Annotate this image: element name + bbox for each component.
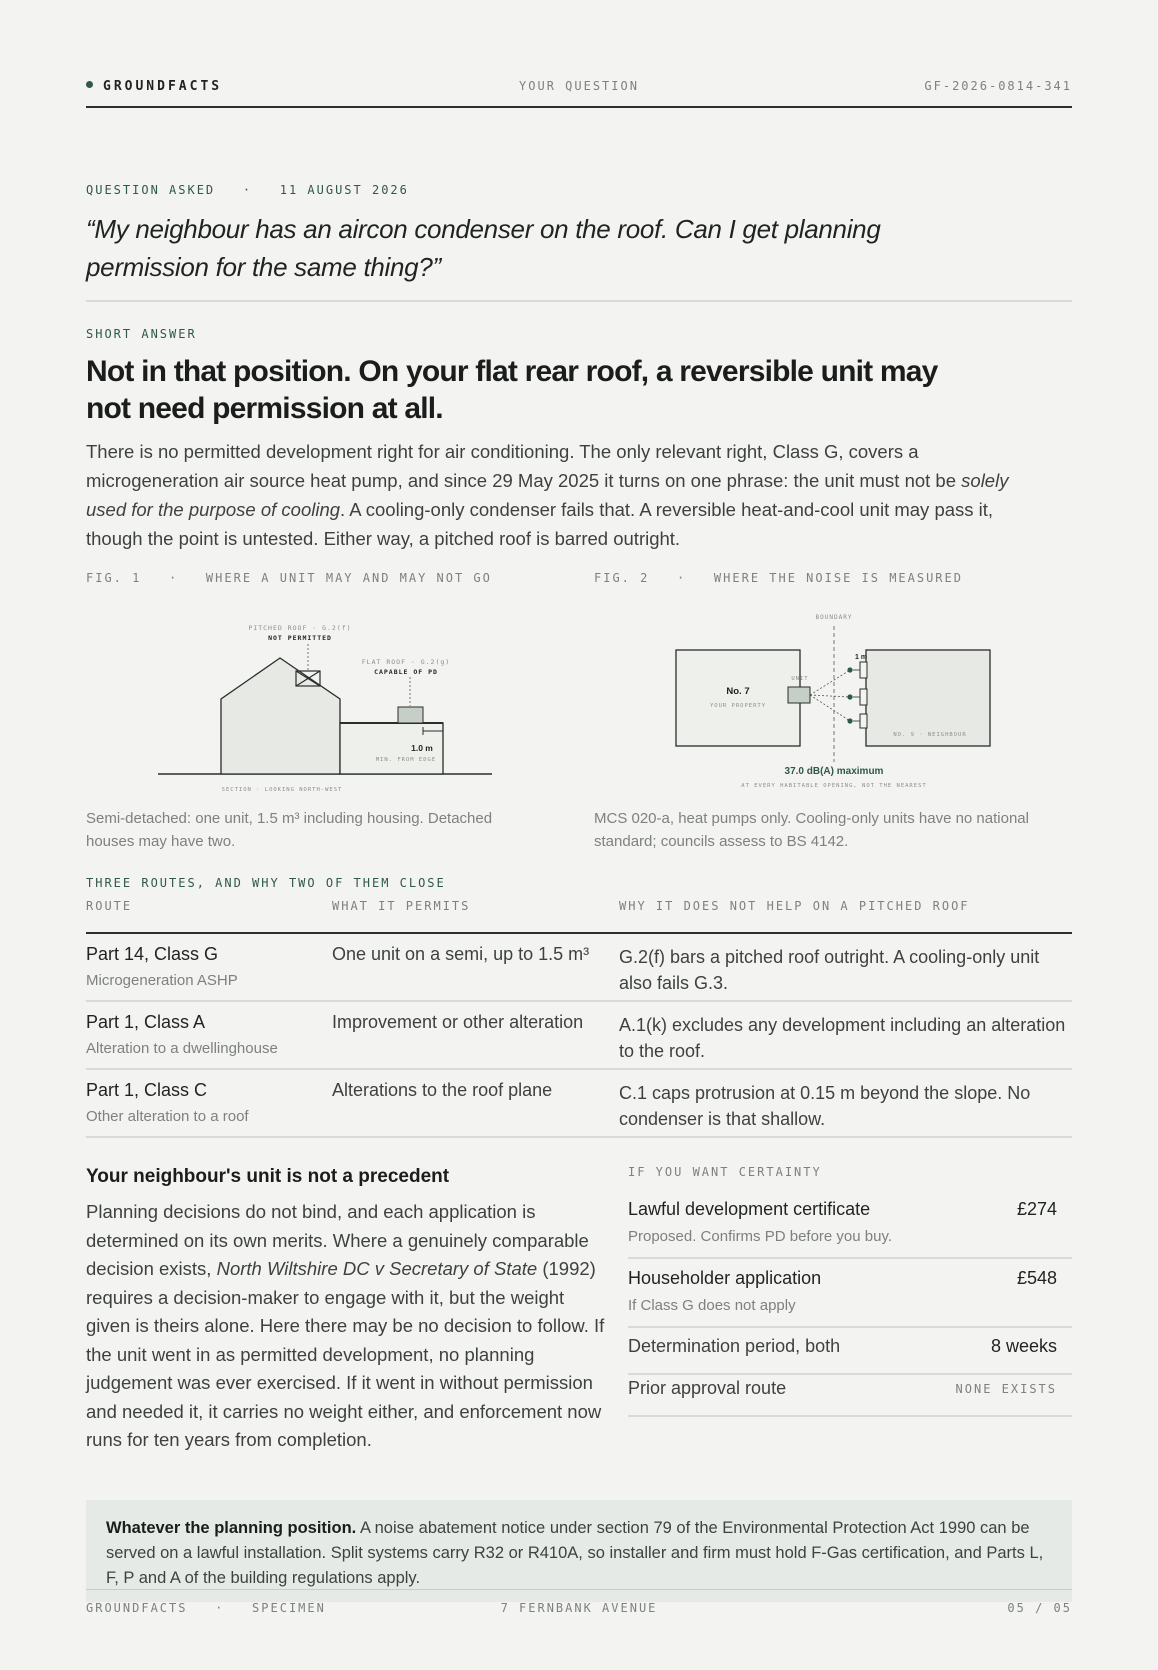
permitted-unit-icon <box>398 707 423 723</box>
house-no9-label: NO. 9 · NEIGHBOUR <box>893 732 967 738</box>
certainty-title: Lawful development certificate <box>628 1199 871 1219</box>
page-footer <box>86 1589 1072 1613</box>
route-sub: Alteration to a dwellinghouse <box>86 1040 278 1057</box>
table-row <box>86 934 1072 1002</box>
route-name: Part 14, Class G <box>86 944 219 964</box>
fig1-label: FIG. 1 · WHERE A UNIT MAY AND MAY NOT GO <box>86 571 492 585</box>
boundary-label: BOUNDARY <box>815 614 853 621</box>
fig2-label: FIG. 2 · WHERE THE NOISE IS MEASURED <box>594 571 963 585</box>
answer-body-part: . A cooling-only condenser fails that. A reversible heat-and-cool unit may pass it, though the point is untested. Either way, a pitched roof is barred outright. <box>86 499 994 549</box>
certainty-title: Determination period, both <box>628 1336 841 1356</box>
certainty-title: Prior approval route <box>628 1378 787 1398</box>
house-no7 <box>676 650 800 746</box>
certainty-sub: Proposed. Confirms PD before you buy. <box>628 1228 893 1245</box>
certainty-sub: If Class G does not apply <box>628 1297 796 1314</box>
flat-roof-tag: FLAT ROOF · G.2(g) <box>361 658 451 666</box>
precedent-heading: Your neighbour's unit is not a precedent <box>86 1166 450 1187</box>
certainty-kicker: IF YOU WANT CERTAINTY <box>628 1165 822 1179</box>
note-lead: Whatever the planning position. <box>106 1519 357 1537</box>
regulatory-note <box>86 1500 1072 1602</box>
noise-limit-note: AT EVERY HABITABLE OPENING, NOT THE NEAREST <box>741 783 927 789</box>
unit-label: UNIT <box>791 676 809 682</box>
routes-kicker: THREE ROUTES, AND WHY TWO OF THEM CLOSE <box>86 876 446 890</box>
route-permits: Alterations to the roof plane <box>332 1080 553 1100</box>
precedent-body-part: Planning decisions do not bind, and each application is determined on its own merits. Where a genuinely comparable decision exists, <box>86 1201 589 1279</box>
measurement-point-icon <box>847 667 852 723</box>
table-row <box>86 1002 1072 1070</box>
certainty-title: Householder application <box>628 1268 822 1288</box>
pitched-house <box>221 658 340 774</box>
answer-body-part: There is no permitted development right for air conditioning. The only relevant right, Class G, covers a microgeneration air source heat pump, and since 29 May 2025 it turns on one phrase: the unit must not be <box>86 441 962 491</box>
certainty-item <box>628 1378 1072 1417</box>
certainty-item <box>628 1199 1072 1259</box>
certainty-item <box>628 1268 1072 1328</box>
house-no7-label: No. 7 <box>726 686 750 697</box>
page-number: 05 / 05 <box>1007 1601 1072 1615</box>
route-name: Part 1, Class C <box>86 1080 208 1100</box>
route-sub: Microgeneration ASHP <box>86 972 238 989</box>
certainty-item <box>628 1336 1072 1375</box>
footer-address: 7 FERNBANK AVENUE <box>500 1601 658 1615</box>
certainty-value: £548 <box>1016 1268 1057 1288</box>
fig1-section-diagram <box>150 612 500 798</box>
footer-left: GROUNDFACTS · SPECIMEN <box>86 1601 326 1615</box>
answer-headline: Not in that position. On your flat rear roof, a reversible unit may not need permission at all. <box>86 355 938 425</box>
table-row <box>86 1070 1072 1138</box>
noise-paths <box>810 670 850 721</box>
unit-icon <box>788 687 810 703</box>
flat-roof-status: CAPABLE OF PD <box>374 668 438 676</box>
section-note: SECTION · LOOKING NORTH-WEST <box>221 787 343 793</box>
column-header: ROUTE <box>86 899 133 913</box>
route-sub: Other alteration to a roof <box>86 1108 249 1125</box>
precedent-body-part: (1992) requires a decision-maker to engage with it, but the weight given is theirs alone. Here there may be no decision to follow. If the unit went in as permitted development, no planning judgement was ever exercised. If it went in without permission and needed it, it carries no weight either, and enforcement now runs for ten years from completion. <box>86 1258 605 1450</box>
case-citation: North Wiltshire DC v Secretary of State <box>216 1258 538 1279</box>
pitched-roof-status: NOT PERMITTED <box>268 634 332 642</box>
note-body: A noise abatement notice under section 79 of the Environmental Protection Act 1990 can be served on a lawful installation. Split systems carry R32 or R410A, so installer and firm must hold F-Gas certification, and Parts L, F, P and A of the building regulations apply. <box>106 1519 1044 1587</box>
house-no7-sub: YOUR PROPERTY <box>709 703 767 709</box>
answer-body <box>86 437 1016 553</box>
brand-name: GROUNDFACTS <box>103 79 223 94</box>
route-permits: One unit on a semi, up to 1.5 m³ <box>332 944 590 964</box>
fig2-caption: MCS 020-a, heat pumps only. Cooling-only units have no national standard; councils assess to BS 4142. <box>594 810 1029 850</box>
column-header: WHAT IT PERMITS <box>332 899 471 913</box>
fig1-caption: Semi-detached: one unit, 1.5 m³ including housing. Detached houses may have two. <box>86 810 493 850</box>
certainty-value: NONE EXISTS <box>955 1382 1057 1396</box>
question-kicker: QUESTION ASKED · 11 AUGUST 2026 <box>86 183 409 197</box>
route-permits: Improvement or other alteration <box>332 1012 584 1032</box>
header-reference: GF-2026-0814-341 <box>924 79 1072 93</box>
distance-note: MIN. FROM EDGE <box>375 757 437 763</box>
distance-value: 1.0 m <box>411 743 433 753</box>
fig2-plan-diagram <box>667 612 1017 798</box>
route-why: G.2(f) bars a pitched roof outright. A cooling-only unit also fails G.3. <box>619 947 1040 993</box>
noise-limit: 37.0 dB(A) maximum <box>784 766 884 777</box>
route-why: C.1 caps protrusion at 0.15 m beyond the slope. No condenser is that shallow. <box>619 1083 1031 1129</box>
answer-kicker: SHORT ANSWER <box>86 327 197 341</box>
pitched-roof-tag: PITCHED ROOF · G.2(f) <box>248 624 352 632</box>
window-opening-icon <box>860 662 867 728</box>
precedent-body <box>86 1198 606 1455</box>
gap-label: 1 m <box>855 654 868 661</box>
header-section: YOUR QUESTION <box>519 79 639 93</box>
column-header: WHY IT DOES NOT HELP ON A PITCHED ROOF <box>619 899 970 913</box>
page-header <box>86 76 1072 108</box>
certainty-value: £274 <box>1016 1199 1057 1219</box>
answer-body-emphasis: solely used for the purpose of cooling <box>86 470 1009 520</box>
question-text: “My neighbour has an aircon condenser on the roof. Can I get planning permission for the same thing?” <box>86 214 881 282</box>
divider <box>86 300 1072 302</box>
certainty-value: 8 weeks <box>990 1336 1057 1356</box>
route-name: Part 1, Class A <box>86 1012 206 1032</box>
route-why: A.1(k) excludes any development including an alteration to the roof. <box>619 1015 1066 1061</box>
